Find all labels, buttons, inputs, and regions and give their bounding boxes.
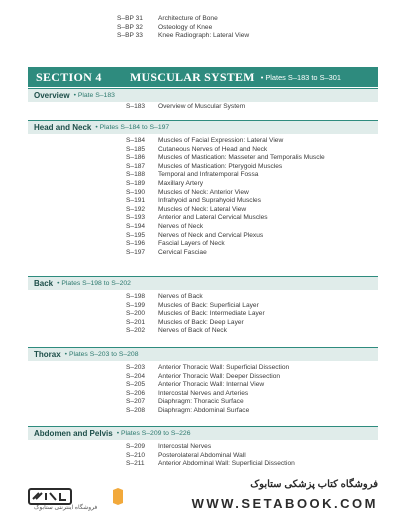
entry-list-thorax bbox=[126, 364, 289, 416]
plate-code: S–202 bbox=[126, 327, 146, 335]
plate-code: S–208 bbox=[126, 406, 146, 414]
plate-title: Nerves of Back of Neck bbox=[158, 327, 227, 335]
plate-title: Anterior Thoracic Wall: Superficial Dissection bbox=[158, 364, 290, 371]
plate-title: Intercostal Nerves bbox=[158, 443, 212, 450]
plate-code: S–188 bbox=[126, 171, 146, 179]
list-item bbox=[126, 232, 325, 241]
plate-title: Muscles of Neck: Anterior View bbox=[158, 188, 249, 196]
entry-list-overview bbox=[126, 103, 245, 112]
plate-code: S–197 bbox=[126, 248, 146, 256]
plate-code: S–198 bbox=[126, 293, 146, 300]
plate-title: Muscles of Neck: Lateral View bbox=[158, 205, 247, 213]
plate-title: Temporal and Infratemporal Fossa bbox=[158, 171, 259, 179]
plate-title: Posterolateral Abdominal Wall bbox=[158, 451, 246, 459]
subsection-plates: • Plates S–203 to S–208 bbox=[64, 351, 139, 358]
plate-code: S–210 bbox=[126, 451, 146, 459]
plate-code: S–183 bbox=[126, 103, 146, 110]
plate-code: S–204 bbox=[126, 372, 146, 380]
plate-code: S–194 bbox=[126, 222, 146, 230]
plate-title: Cutaneous Nerves of Head and Neck bbox=[158, 145, 268, 153]
list-item bbox=[126, 460, 295, 469]
subsection-plates: • Plates S–184 to S–197 bbox=[95, 124, 170, 131]
subsection-header-head-and-neck bbox=[28, 120, 378, 134]
plate-title: Muscles of Facial Expression: Lateral View bbox=[158, 137, 284, 144]
plate-code: S–BP 33 bbox=[117, 32, 143, 40]
plate-title: Anterior and Lateral Cervical Muscles bbox=[158, 214, 268, 222]
list-item bbox=[117, 32, 249, 41]
store-logo-icon bbox=[28, 488, 72, 505]
plate-code: S–200 bbox=[126, 310, 146, 318]
plate-code: S–199 bbox=[126, 301, 146, 309]
plate-title: Maxillary Artery bbox=[158, 179, 204, 187]
list-item bbox=[117, 15, 249, 24]
list-item bbox=[126, 407, 289, 416]
section-plates: • Plates S–183 to S–301 bbox=[260, 72, 341, 82]
list-item bbox=[126, 146, 325, 155]
section-title: MUSCULAR SYSTEM bbox=[130, 69, 255, 84]
subsection-title: Abdomen and Pelvis bbox=[34, 429, 113, 438]
plate-title: Nerves of Neck and Cervical Plexus bbox=[158, 231, 264, 239]
list-item bbox=[126, 364, 289, 373]
plate-title: Osteology of Knee bbox=[158, 23, 213, 31]
entry-list-abdomen-and-pelvis bbox=[126, 443, 295, 469]
plate-code: S–206 bbox=[126, 389, 146, 397]
plate-title: Anterior Thoracic Wall: Internal View bbox=[158, 381, 265, 389]
plate-title: Fascial Layers of Neck bbox=[158, 240, 225, 248]
list-item bbox=[126, 189, 325, 198]
list-item bbox=[126, 137, 325, 146]
plate-title: Intercostal Nerves and Arteries bbox=[158, 389, 249, 397]
subsection-plates: • Plate S–183 bbox=[73, 92, 115, 99]
plate-code: S–195 bbox=[126, 231, 146, 239]
list-item bbox=[126, 390, 289, 399]
subsection-title: Thorax bbox=[34, 350, 61, 359]
plate-code: S–190 bbox=[126, 188, 146, 196]
list-item bbox=[117, 24, 249, 33]
plate-code: S–BP 31 bbox=[117, 15, 143, 22]
list-item bbox=[126, 302, 265, 311]
plate-title: Nerves of Back bbox=[158, 293, 203, 300]
plate-code: S–211 bbox=[126, 460, 145, 468]
plate-code: S–BP 32 bbox=[117, 23, 143, 31]
plate-code: S–209 bbox=[126, 443, 146, 450]
subsection-title: Overview bbox=[34, 91, 70, 100]
plate-title: Diaphragm: Thoracic Surface bbox=[158, 398, 244, 406]
plate-title: Muscles of Back: Deep Layer bbox=[158, 318, 244, 326]
plate-title: Knee Radiograph: Lateral View bbox=[158, 32, 250, 40]
entry-list-back bbox=[126, 293, 265, 336]
subsection-title: Back bbox=[34, 279, 54, 288]
list-item bbox=[126, 197, 325, 206]
list-item bbox=[126, 452, 295, 461]
list-item bbox=[126, 180, 325, 189]
plate-title: Anterior Thoracic Wall: Deeper Dissection bbox=[158, 372, 281, 380]
plate-code: S–189 bbox=[126, 179, 146, 187]
store-logo-glyph-icon bbox=[30, 490, 70, 503]
list-item bbox=[126, 319, 265, 328]
plate-code: S–185 bbox=[126, 145, 146, 153]
list-item bbox=[126, 398, 289, 407]
plate-title: Muscles of Mastication: Pterygoid Muscles bbox=[158, 162, 283, 170]
section-banner bbox=[28, 67, 378, 87]
plate-code: S–203 bbox=[126, 364, 146, 371]
subsection-title: Head and Neck bbox=[34, 123, 92, 132]
top-entry-list bbox=[117, 15, 249, 41]
entry-list-head-and-neck bbox=[126, 137, 325, 257]
subsection-header-overview bbox=[28, 88, 378, 102]
plate-title: Overview of Muscular System bbox=[158, 103, 246, 110]
promo-title: فروشگاه کتاب پزشکی ستابوک bbox=[250, 479, 378, 490]
subsection-plates: • Plates S–209 to S–226 bbox=[116, 430, 191, 437]
list-item bbox=[126, 443, 295, 452]
subsection-header-abdomen-and-pelvis bbox=[28, 426, 378, 440]
list-item bbox=[126, 206, 325, 215]
plate-title: Infrahyoid and Suprahyoid Muscles bbox=[158, 197, 261, 205]
list-item bbox=[126, 381, 289, 390]
subsection-plates: • Plates S–198 to S–202 bbox=[57, 280, 131, 287]
list-item bbox=[126, 240, 325, 249]
promo-url[interactable]: WWW.SETABOOK.COM bbox=[191, 496, 378, 511]
plate-title: Anterior Abdominal Wall: Superficial Dissection bbox=[158, 460, 295, 468]
list-item bbox=[126, 327, 265, 336]
plate-title: Nerves of Neck bbox=[158, 222, 204, 230]
store-mark-icon bbox=[112, 488, 124, 505]
subsection-header-back bbox=[28, 276, 378, 290]
plate-code: S–191 bbox=[126, 197, 146, 205]
plate-title: Muscles of Mastication: Masseter and Temporalis Muscle bbox=[158, 154, 325, 162]
list-item bbox=[126, 293, 265, 302]
plate-code: S–207 bbox=[126, 398, 146, 406]
plate-code: S–187 bbox=[126, 162, 146, 170]
subsection-header-thorax bbox=[28, 347, 378, 361]
section-number: SECTION 4 bbox=[36, 69, 102, 84]
list-item bbox=[126, 249, 325, 258]
store-logo-caption: فروشگاه اینترنتی ستابوک bbox=[34, 505, 98, 511]
plate-title: Diaphragm: Abdominal Surface bbox=[158, 406, 250, 414]
list-item bbox=[126, 214, 325, 223]
list-item bbox=[126, 163, 325, 172]
list-item bbox=[126, 154, 325, 163]
plate-title: Cervical Fasciae bbox=[158, 248, 207, 256]
plate-code: S–192 bbox=[126, 205, 146, 213]
plate-code: S–184 bbox=[126, 137, 146, 144]
plate-title: Muscles of Back: Superficial Layer bbox=[158, 301, 259, 309]
plate-title: Muscles of Back: Intermediate Layer bbox=[158, 310, 265, 318]
plate-code: S–205 bbox=[126, 381, 146, 389]
plate-code: S–201 bbox=[126, 318, 146, 326]
list-item bbox=[126, 171, 325, 180]
list-item bbox=[126, 373, 289, 382]
plate-title: Architecture of Bone bbox=[158, 15, 218, 22]
plate-code: S–186 bbox=[126, 154, 146, 162]
plate-code: S–196 bbox=[126, 240, 146, 248]
list-item bbox=[126, 310, 265, 319]
plate-code: S–193 bbox=[126, 214, 146, 222]
list-item bbox=[126, 223, 325, 232]
list-item bbox=[126, 103, 245, 112]
